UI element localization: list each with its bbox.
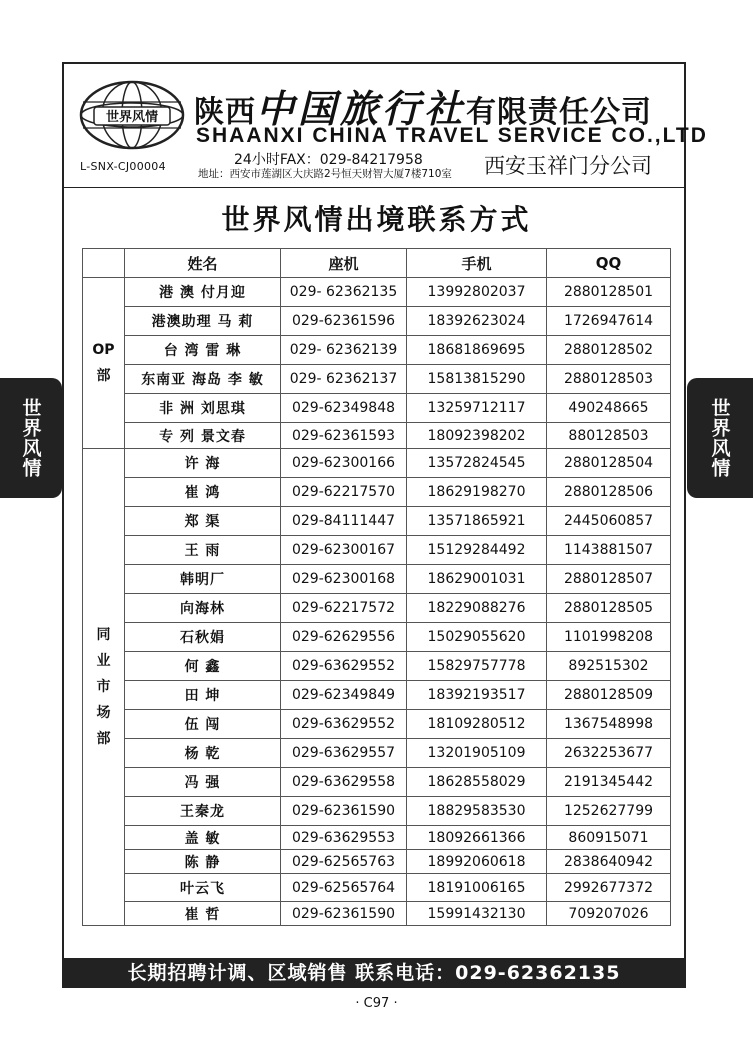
landline-cell: 029-84111447 — [281, 507, 407, 536]
landline-cell: 029-63629552 — [281, 652, 407, 681]
mobile-cell: 18628558029 — [407, 768, 547, 797]
table-row — [83, 768, 671, 797]
contact-name: 叶云飞 — [125, 874, 281, 902]
mobile-cell: 18629198270 — [407, 478, 547, 507]
table-row — [83, 449, 671, 478]
recruitment-banner: 长期招聘计调、区域销售 联系电话：029-62362135 — [62, 958, 686, 988]
table-row — [83, 710, 671, 739]
mobile-cell: 13201905109 — [407, 739, 547, 768]
table-row — [83, 902, 671, 926]
company-suffix: 有限责任公司 — [466, 95, 653, 130]
contact-name: 伍 闯 — [125, 710, 281, 739]
mobile-cell: 18392193517 — [407, 681, 547, 710]
qq-cell: 2880128505 — [547, 594, 671, 623]
qq-cell: 2632253677 — [547, 739, 671, 768]
contact-name: 陈 静 — [125, 850, 281, 874]
landline-cell: 029-62361590 — [281, 902, 407, 926]
mobile-cell: 15813815290 — [407, 365, 547, 394]
qq-cell: 1143881507 — [547, 536, 671, 565]
table-row — [83, 797, 671, 826]
landline-cell: 029-62300167 — [281, 536, 407, 565]
address-line: 地址：西安市莲湖区大庆路2号恒天财智大厦7楼710室 — [198, 168, 452, 180]
mobile-cell: 18191006165 — [407, 874, 547, 902]
table-row — [83, 478, 671, 507]
mobile-cell: 18109280512 — [407, 710, 547, 739]
table-row — [83, 536, 671, 565]
table-row — [83, 394, 671, 423]
landline-cell: 029-62349849 — [281, 681, 407, 710]
qq-cell: 2880128503 — [547, 365, 671, 394]
company-brand: 中国旅行社 — [256, 86, 467, 131]
mobile-cell: 18829583530 — [407, 797, 547, 826]
page-number: · C97 · — [355, 996, 398, 1011]
qq-cell: 2880128501 — [547, 278, 671, 307]
table-row — [83, 874, 671, 902]
qq-cell: 2880128502 — [547, 336, 671, 365]
mobile-cell: 13571865921 — [407, 507, 547, 536]
fax-line: 24小时FAX：029-84217958 — [234, 152, 423, 168]
contact-name: 东南亚 海岛 李 敏 — [125, 365, 281, 394]
contact-name: 杨 乾 — [125, 739, 281, 768]
header-name: 姓名 — [125, 249, 281, 278]
landline-cell: 029-62361590 — [281, 797, 407, 826]
landline-cell: 029-62565764 — [281, 874, 407, 902]
contact-name: 盖 敏 — [125, 826, 281, 850]
contact-name: 非 洲 刘思琪 — [125, 394, 281, 423]
table-row — [83, 336, 671, 365]
table-header-row — [83, 249, 671, 278]
landline-cell: 029- 62362137 — [281, 365, 407, 394]
mobile-cell: 15129284492 — [407, 536, 547, 565]
contact-name: 向海林 — [125, 594, 281, 623]
side-tab-label: 世界风情 — [708, 398, 731, 478]
qq-cell: 860915071 — [547, 826, 671, 850]
mobile-cell: 15829757778 — [407, 652, 547, 681]
contact-name: 王 雨 — [125, 536, 281, 565]
contact-name: 石秋娟 — [125, 623, 281, 652]
landline-cell: 029-62349848 — [281, 394, 407, 423]
mobile-cell: 18681869695 — [407, 336, 547, 365]
qq-cell: 1367548998 — [547, 710, 671, 739]
header-qq: QQ — [547, 249, 671, 278]
table-row — [83, 850, 671, 874]
landline-cell: 029-62300168 — [281, 565, 407, 594]
landline-cell: 029-62629556 — [281, 623, 407, 652]
qq-cell: 2880128507 — [547, 565, 671, 594]
contact-name: 港 澳 付月迎 — [125, 278, 281, 307]
qq-cell: 2445060857 — [547, 507, 671, 536]
mobile-cell: 15029055620 — [407, 623, 547, 652]
qq-cell: 880128503 — [547, 423, 671, 449]
qq-cell: 2992677372 — [547, 874, 671, 902]
table-body — [83, 278, 671, 926]
landline-cell: 029-63629557 — [281, 739, 407, 768]
header-mobile: 手机 — [407, 249, 547, 278]
landline-cell: 029- 62362139 — [281, 336, 407, 365]
qq-cell: 490248665 — [547, 394, 671, 423]
logo-text: 世界风情 — [105, 110, 159, 125]
qq-cell: 2191345442 — [547, 768, 671, 797]
contact-name: 何 鑫 — [125, 652, 281, 681]
header-landline: 座机 — [281, 249, 407, 278]
mobile-cell: 18092398202 — [407, 423, 547, 449]
landline-cell: 029- 62362135 — [281, 278, 407, 307]
globe-logo-icon — [78, 80, 186, 150]
contact-name: 专 列 景文春 — [125, 423, 281, 449]
department-label-text: 同业市场部 — [96, 627, 111, 747]
contact-name: 田 坤 — [125, 681, 281, 710]
table-row — [83, 623, 671, 652]
contact-name: 台 湾 雷 琳 — [125, 336, 281, 365]
table-row — [83, 278, 671, 307]
landline-cell: 029-62217570 — [281, 478, 407, 507]
department-label — [83, 278, 125, 449]
qq-cell: 2880128506 — [547, 478, 671, 507]
mobile-cell: 13992802037 — [407, 278, 547, 307]
company-prefix: 陕西 — [194, 95, 256, 130]
header-dept — [83, 249, 125, 278]
mobile-cell: 13572824545 — [407, 449, 547, 478]
side-tab-label: 世界风情 — [19, 398, 42, 478]
mobile-cell: 18629001031 — [407, 565, 547, 594]
landline-cell: 029-62300166 — [281, 449, 407, 478]
side-tab-right — [687, 378, 753, 498]
table-row — [83, 423, 671, 449]
table-row — [83, 652, 671, 681]
qq-cell: 1101998208 — [547, 623, 671, 652]
mobile-cell: 13259712117 — [407, 394, 547, 423]
landline-cell: 029-62361596 — [281, 307, 407, 336]
contact-name: 冯 强 — [125, 768, 281, 797]
mobile-cell: 18092661366 — [407, 826, 547, 850]
branch-name: 西安玉祥门分公司 — [484, 154, 652, 178]
contact-name: 港澳助理 马 莉 — [125, 307, 281, 336]
landline-cell: 029-62361593 — [281, 423, 407, 449]
qq-cell: 1726947614 — [547, 307, 671, 336]
department-label — [83, 449, 125, 926]
qq-cell: 2880128504 — [547, 449, 671, 478]
mobile-cell: 15991432130 — [407, 902, 547, 926]
company-name-en: SHAANXI CHINA TRAVEL SERVICE CO.,LTD — [196, 124, 708, 147]
contact-name: 郑 渠 — [125, 507, 281, 536]
header-divider — [62, 187, 686, 188]
table-row — [83, 507, 671, 536]
table-row — [83, 594, 671, 623]
qq-cell: 892515302 — [547, 652, 671, 681]
table-row — [83, 681, 671, 710]
landline-cell: 029-63629552 — [281, 710, 407, 739]
contact-name: 许 海 — [125, 449, 281, 478]
table-row — [83, 565, 671, 594]
page-title: 世界风情出境联系方式 — [221, 203, 532, 236]
contact-name: 崔 鸿 — [125, 478, 281, 507]
table-row — [83, 365, 671, 394]
landline-cell: 029-63629553 — [281, 826, 407, 850]
mobile-cell: 18229088276 — [407, 594, 547, 623]
table-row — [83, 826, 671, 850]
landline-cell: 029-62217572 — [281, 594, 407, 623]
contact-name: 崔 哲 — [125, 902, 281, 926]
department-label-text: OP部 — [92, 342, 115, 384]
landline-cell: 029-62565763 — [281, 850, 407, 874]
qq-cell: 2838640942 — [547, 850, 671, 874]
license-number: L-SNX-CJ00004 — [80, 160, 166, 173]
contact-name: 韩明厂 — [125, 565, 281, 594]
qq-cell: 709207026 — [547, 902, 671, 926]
mobile-cell: 18992060618 — [407, 850, 547, 874]
mobile-cell: 18392623024 — [407, 307, 547, 336]
table-row — [83, 739, 671, 768]
qq-cell: 2880128509 — [547, 681, 671, 710]
landline-cell: 029-63629558 — [281, 768, 407, 797]
contact-name: 王秦龙 — [125, 797, 281, 826]
side-tab-left — [0, 378, 62, 498]
table-row — [83, 307, 671, 336]
contact-table — [82, 248, 671, 926]
qq-cell: 1252627799 — [547, 797, 671, 826]
